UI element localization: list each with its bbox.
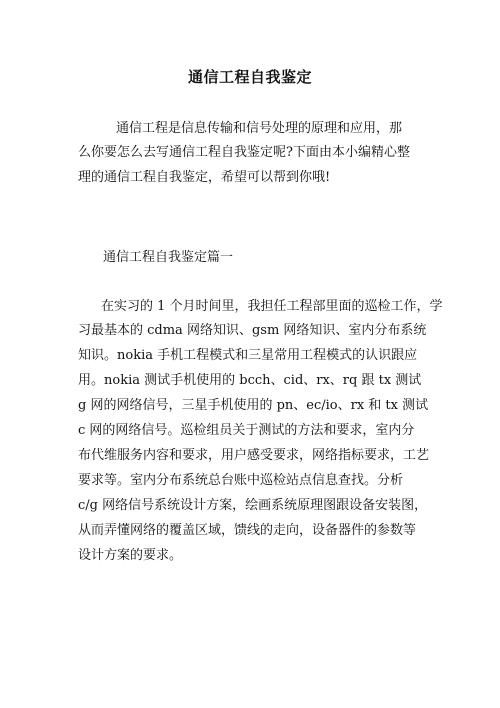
body-line-5: g 网的网络信号，三星手机使用的 pn、ec/io、rx 和 tx 测试 [78,398,429,413]
body-line-2: 习最基本的 cdma 网络知识、gsm 网络知识、室内分布系统 [78,323,427,338]
document-title: 通信工程自我鉴定 [187,68,312,86]
body-line-10: 从而弄懂网络的覆盖区域，馈线的走向，设备器件的参数等 [78,523,417,538]
body-line-6: c 网的网络信号。巡检组员关于测试的方法和要求，室内分 [78,423,415,438]
intro-line-2: 么你要怎么去写通信工程自我鉴定呢?下面由本小编精心整 [78,145,410,160]
intro-line-3: 理的通信工程自我鉴定，希望可以帮到你哦! [78,170,331,185]
body-line-7: 布代维服务内容和要求，用户感受要求，网络指标要求，工艺 [78,448,430,463]
body-line-11: 设计方案的要求。 [78,548,183,563]
body-line-9: c/g 网络信号系统设计方案，绘画系统原理图跟设备安装图， [78,498,428,513]
body-line-1: 在实习的 1 个月时间里，我担任工程部里面的巡检工作，学 [101,299,443,314]
body-line-3: 知识。nokia 手机工程模式和三星常用工程模式的认识跟应 [78,348,418,363]
intro-line-1: 通信工程是信息传输和信号处理的原理和应用，那 [116,121,403,136]
body-line-8: 要求等。室内分布系统总台账中巡检站点信息查找。分析 [78,473,404,488]
section-heading: 通信工程自我鉴定篇一 [103,250,234,265]
body-line-4: 用。nokia 测试手机使用的 bcch、cid、rx、rq 跟 tx 测试 [78,373,422,388]
